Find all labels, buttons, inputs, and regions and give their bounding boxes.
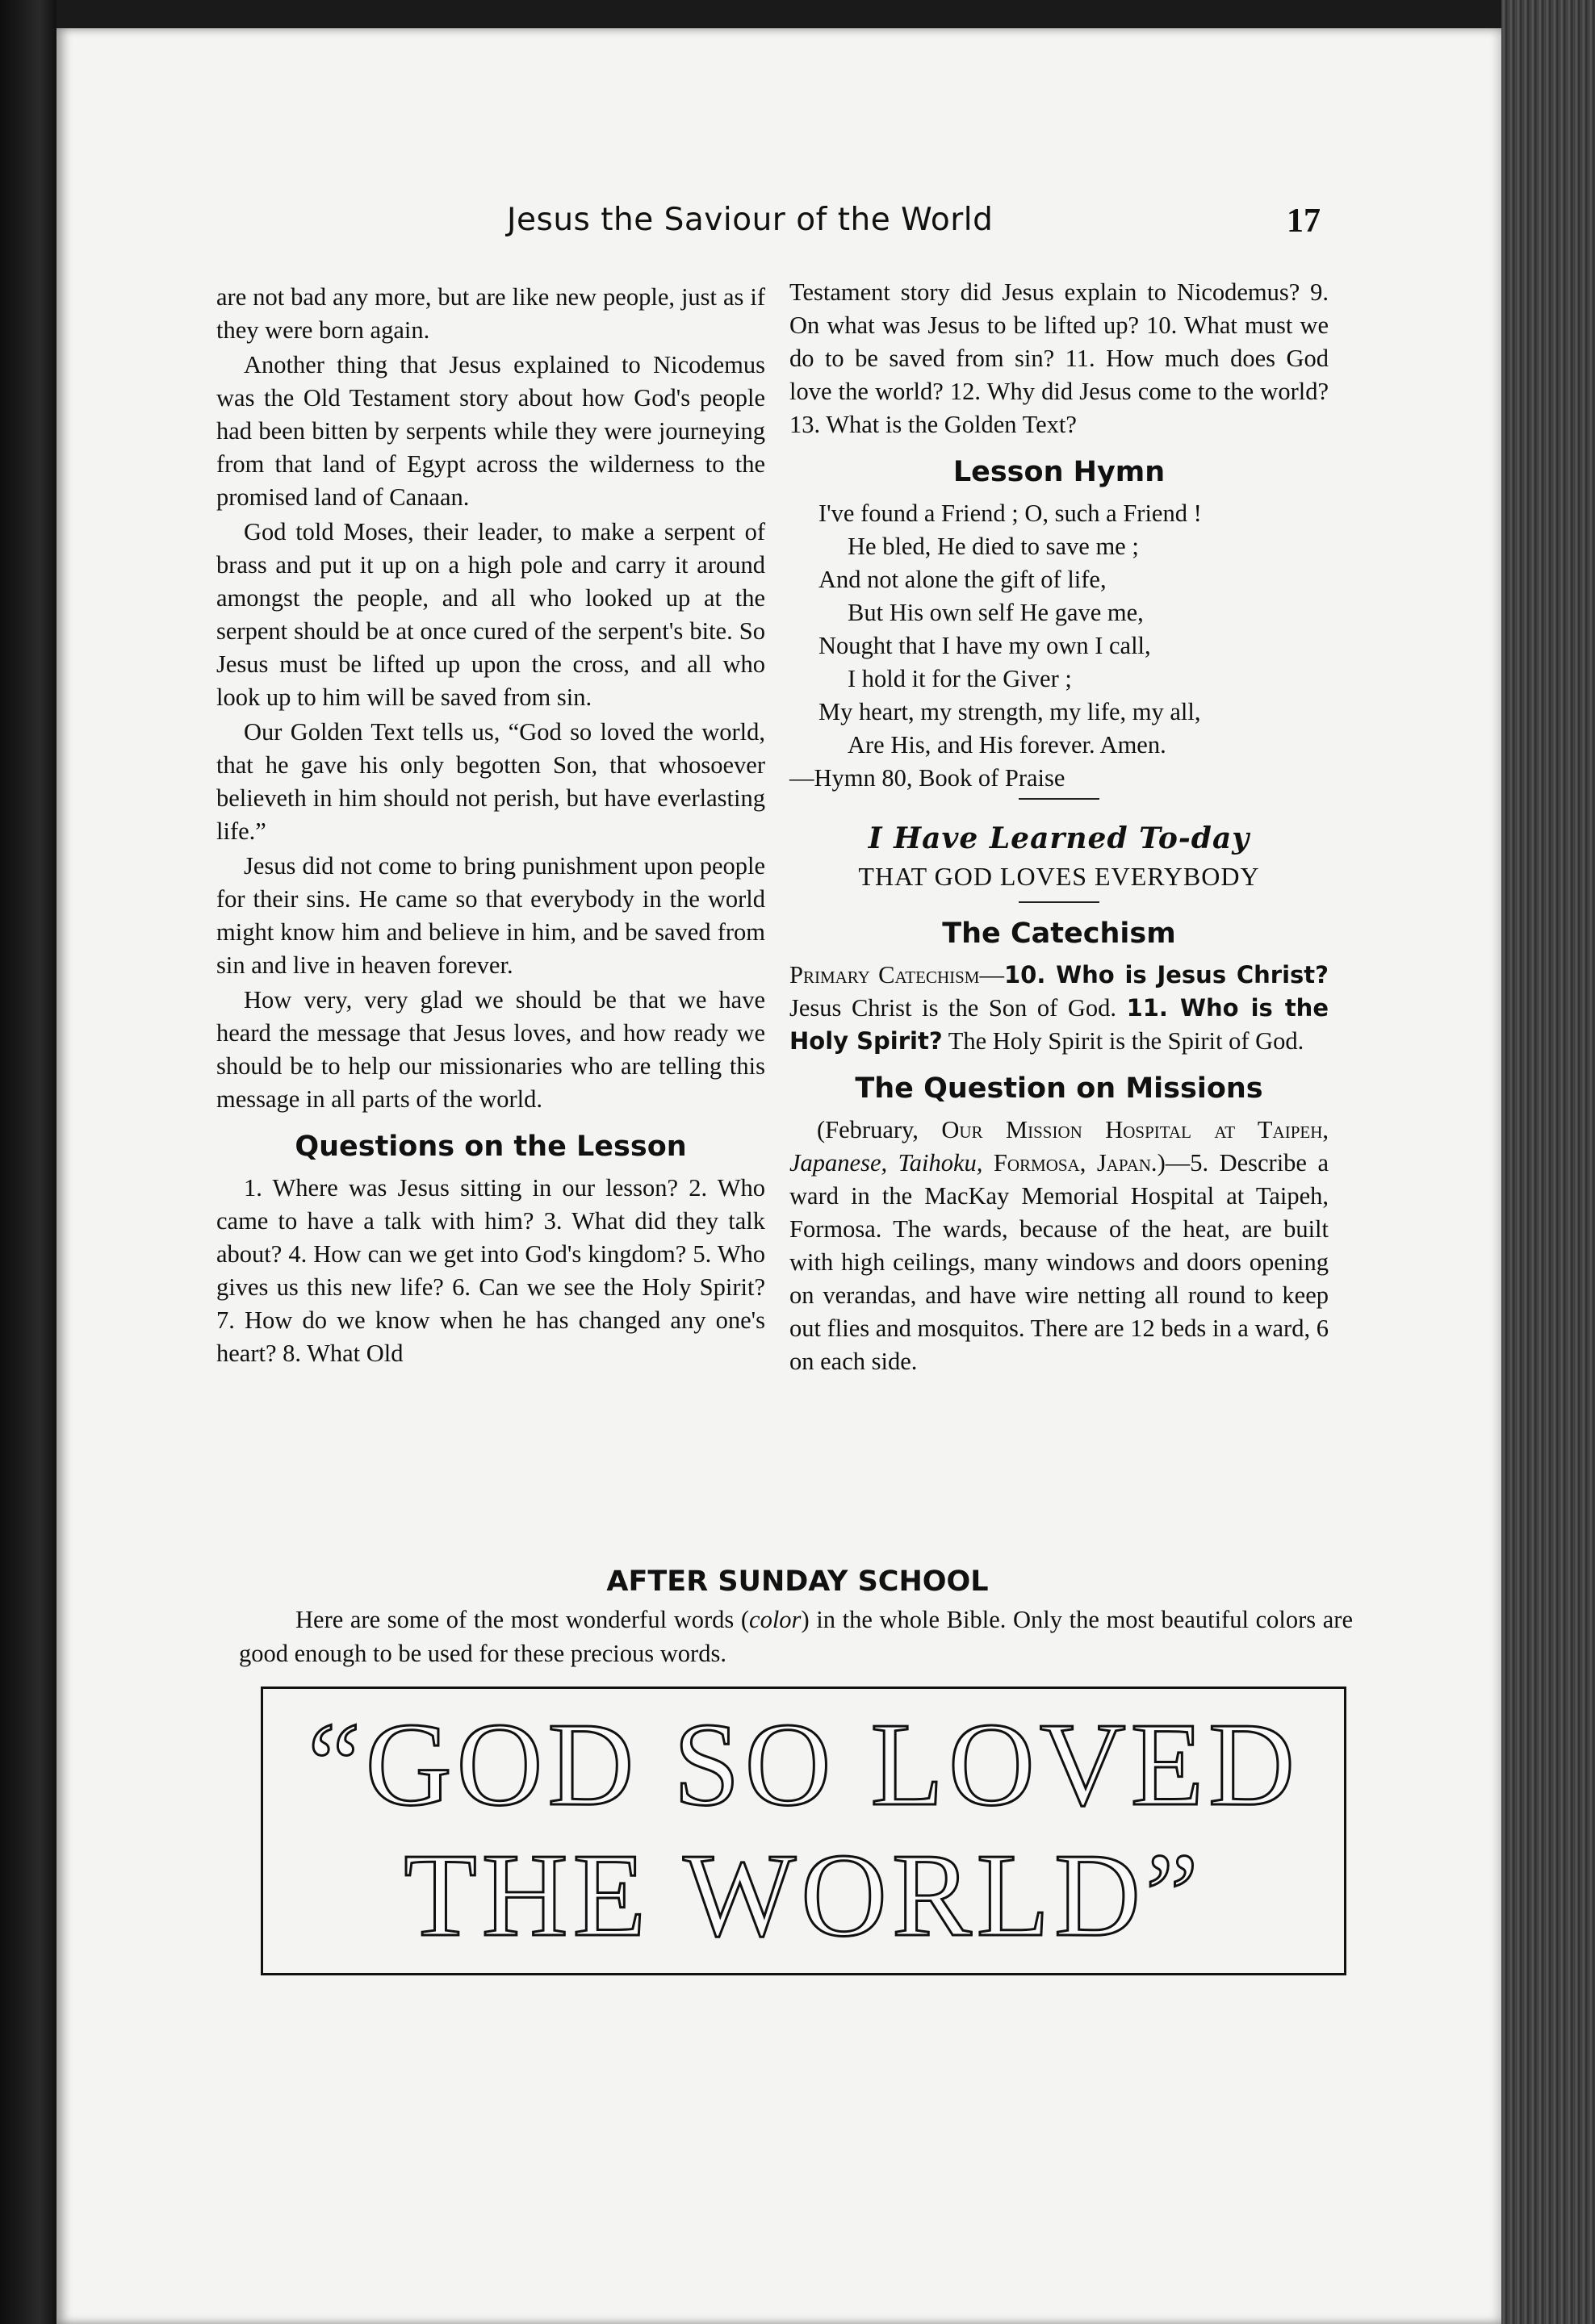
left-column: [216, 281, 765, 1372]
hymn-line: And not alone the gift of life,: [818, 566, 1107, 593]
motto-line: “GOD SO LOVED: [308, 1699, 1300, 1831]
right-column: [789, 276, 1329, 1380]
catechism-question: 11. Who is the Holy Spirit?: [789, 994, 1329, 1055]
book-spine-edge: [0, 0, 57, 2324]
after-school-text: [239, 1603, 1353, 1670]
missions-ref-japanese: Japanese,: [789, 1149, 888, 1177]
catechism-answer: The Holy Spirit is the Spirit of God.: [948, 1027, 1304, 1055]
hymn-line: Nought that I have my own I call,: [818, 632, 1151, 659]
learned-text: THAT GOD LOVES EVERYBODY: [858, 862, 1260, 891]
learned-heading: I Have Learned To-day: [868, 821, 1250, 855]
hymn-line: But His own self He gave me,: [848, 599, 1144, 626]
missions-ref-taihoku: Taihoku,: [898, 1149, 983, 1177]
missions-text: [789, 1114, 1329, 1378]
hymn-line: My heart, my strength, my life, my all,: [818, 698, 1201, 725]
paragraph: Jesus did not come to bring punishment upon people for their sins. He came so that everybody in the world might know him and believe in him, and be saved from sin and live in heaven forever.: [216, 852, 765, 979]
hymn-line: I've found a Friend ; O, such a Friend !: [818, 499, 1202, 527]
questions-continued: Testament story did Jesus explain to Nicodemus? 9. On what was Jesus to be lifted up? 10. What must we do to be saved from sin? 11. How much does God love the world? 12. Why did Jesus come to the world? 13. What is the Golden Text?: [789, 278, 1329, 438]
missions-ref-caps: Our Mission Hospital at Taipeh,: [941, 1116, 1329, 1143]
missions-ref-start: (February,: [817, 1116, 919, 1143]
after-text-italic: color: [749, 1606, 802, 1633]
questions-text: 1. Where was Jesus sitting in our lesson? 2. Who came to have a talk with him? 3. What did they talk about? 4. How can we get into God's kingdom? 5. Who gives us this new life? 6. Can we see the Holy Spirit? 7. How do we know when he has changed any one's heart? 8. What Old: [216, 1174, 765, 1367]
missions-heading: The Question on Missions: [855, 1072, 1263, 1105]
paragraph: How very, very glad we should be that we have heard the message that Jesus loves, and how ready we should be to help our missionaries who are telling this message in all parts of the world.: [216, 986, 765, 1113]
page-stack-edge: [1501, 0, 1595, 2324]
catechism-text: Primary Catechism—10. Who is Jesus Christ? Jesus Christ is the Son of God. 11. Who is the Holy Spirit? The Holy Spirit is the Spirit of God.: [789, 961, 1329, 1055]
catechism-answer: Jesus Christ is the Son of God.: [789, 994, 1116, 1022]
catechism-question: 10. Who is Jesus Christ?: [1003, 961, 1329, 989]
questions-heading: Questions on the Lesson: [295, 1131, 687, 1163]
missions-ref-place: Formosa, Japan.: [993, 1149, 1158, 1177]
motto-box: [261, 1687, 1346, 1975]
motto-line: THE WORLD”: [404, 1829, 1204, 1962]
hymn-line: Are His, and His forever. Amen.: [848, 731, 1166, 759]
missions-body: )—5. Describe a ward in the MacKay Memorial Hospital at Taipeh, Formosa. The wards, because of the heat, are built with high ceilings, many windows and doors opening on verandas, and have wire netting all round to keep out flies and mosquitos. There are 12 beds in a ward, 6 on each side.: [789, 1149, 1329, 1375]
paragraph: are not bad any more, but are like new people, just as if they were born again.: [216, 283, 765, 344]
after-text-before: Here are some of the most wonderful words (: [295, 1606, 750, 1633]
hymn-line: He bled, He died to save me ;: [848, 533, 1139, 560]
hymn-heading: Lesson Hymn: [952, 456, 1166, 488]
catechism-label: Primary Catechism: [789, 961, 980, 989]
paragraph: Another thing that Jesus explained to Nicodemus was the Old Testament story about how God's people had been bitten by serpents while they were journeying from that land of Egypt across the wilderness to the promised land of Canaan.: [216, 351, 765, 511]
paragraph: God told Moses, their leader, to make a serpent of brass and put it up on a high pole and carry it around amongst the people, and all who looked up at the serpent should be at once cured of the serpent's bite. So Jesus must be lifted up upon the cross, and all who look up to him will be saved from sin.: [216, 518, 765, 711]
hymn-verses: [789, 497, 1329, 762]
hymn-line: I hold it for the Giver ;: [848, 665, 1072, 692]
catechism-heading: The Catechism: [942, 917, 1176, 950]
after-school-heading: AFTER SUNDAY SCHOOL: [606, 1565, 989, 1598]
divider: [1019, 798, 1099, 800]
hymn-source: —Hymn 80, Book of Praise: [789, 764, 1065, 792]
divider: [1019, 901, 1099, 903]
after-text-after: ) in the whole Bible. Only the most beautiful colors are good enough to be used for these precious words.: [239, 1606, 1353, 1667]
paragraph: Our Golden Text tells us, “God so loved the world, that he gave his only begotten Son, that whosoever believeth in him should not perish, but have everlasting life.”: [216, 718, 765, 845]
page-number: 17: [1287, 203, 1321, 240]
running-title: Jesus the Saviour of the World: [507, 202, 994, 238]
